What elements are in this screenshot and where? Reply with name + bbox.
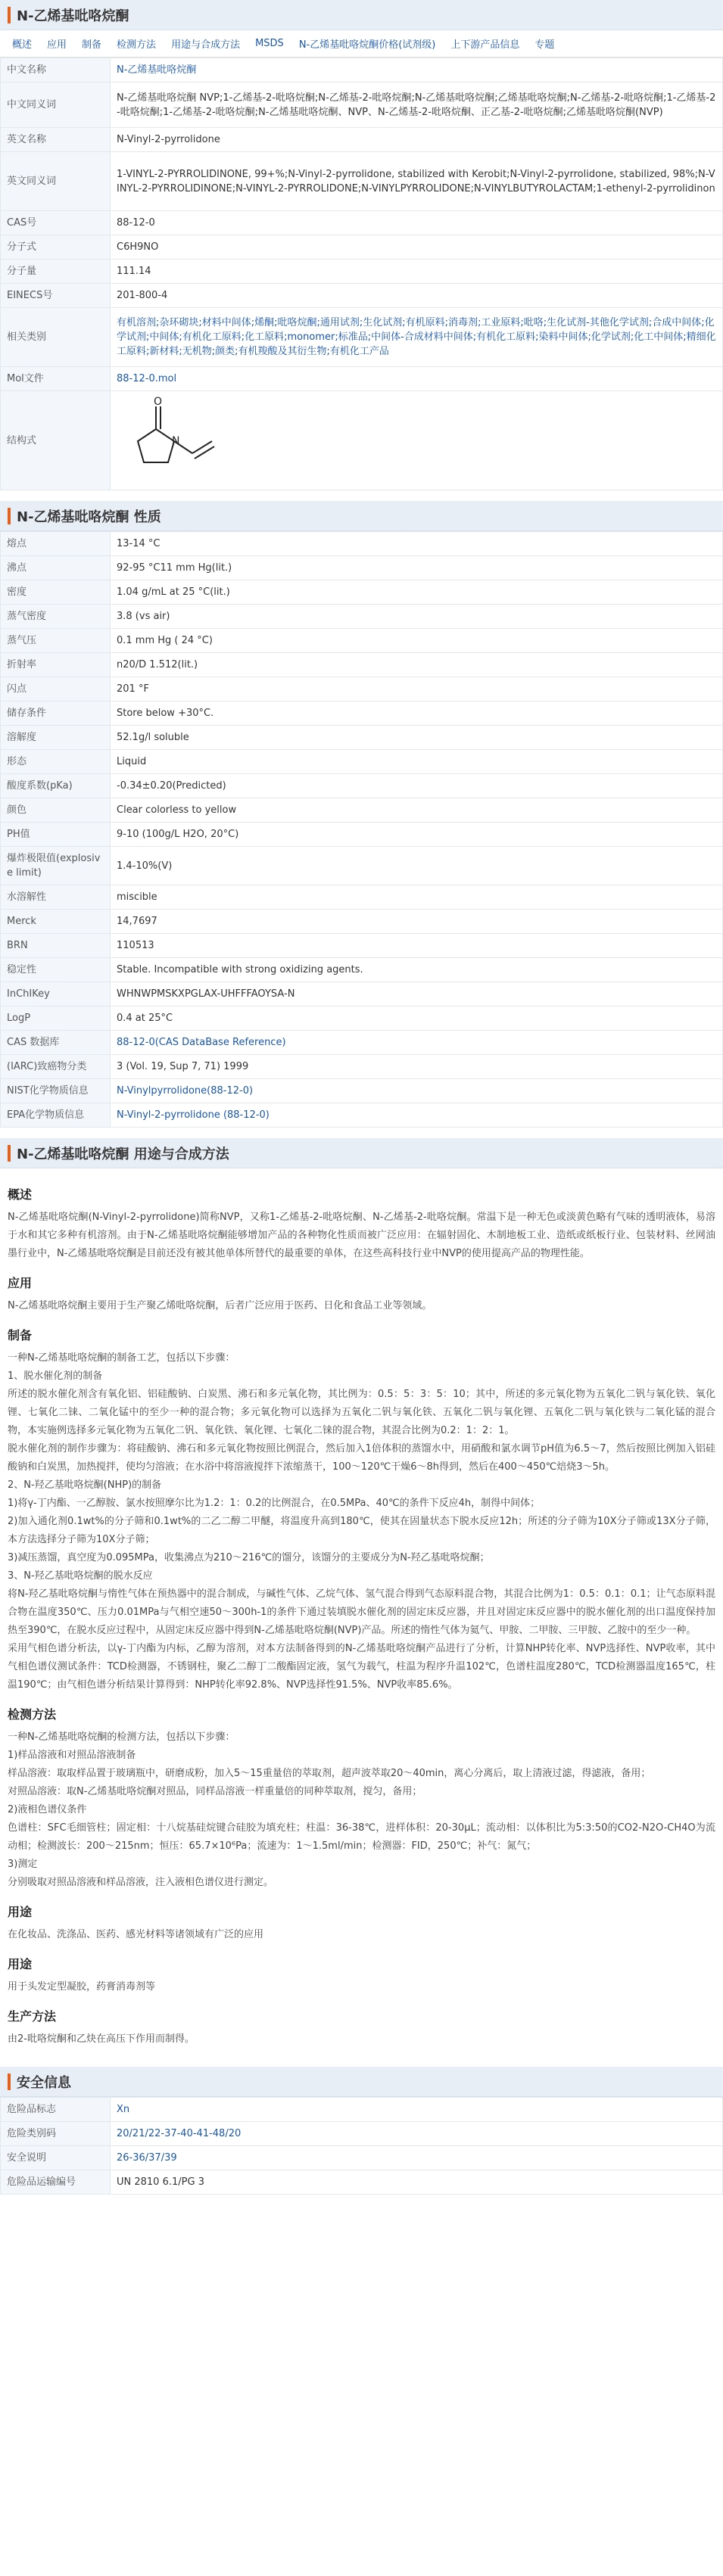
table-row (1, 677, 723, 702)
row-value (111, 1079, 723, 1103)
row-label: 爆炸极限值(explosive limit) (1, 847, 111, 885)
row-value (111, 2098, 723, 2122)
row-label: 蒸气密度 (1, 605, 111, 629)
row-label: 英文名称 (1, 128, 111, 152)
nav-topic[interactable]: 专题 (534, 39, 555, 51)
row-value: C6H9NO (111, 235, 723, 260)
table-row (1, 1031, 723, 1055)
row-value: 110513 (111, 934, 723, 958)
row-label: 危险品运输编号 (1, 2170, 111, 2195)
row-value: 88-12-0 (111, 211, 723, 235)
row-value: 3.8 (vs air) (111, 605, 723, 629)
row-label: 相关类别 (1, 308, 111, 367)
nav-price[interactable]: N-乙烯基吡咯烷酮价格(试剂级) (298, 39, 436, 51)
row-label: 分子式 (1, 235, 111, 260)
row-label: 中文名称 (1, 58, 111, 82)
accent-bar (8, 508, 11, 524)
row-label: 稳定性 (1, 958, 111, 982)
table-row (1, 58, 723, 82)
paragraph-line: 将N-羟乙基吡咯烷酮与惰性气体在预热器中的混合制成，与碱性气体、乙烷气体、氢气混合得到气态原料混合物，其混合比例为1：0.5：0.1：0.1；让气态原料混合物在温度350℃、压力0.01MPa与气相空速50～300h-1的条件下通过装填脱水催化剂的固定床反应器，并且对固定床反应器中的脱水催化剂的出口温度保持加热至390℃，在脱水反应过程中，从固定床反应器中得到N-乙烯基吡咯烷酮(NVP)产品。所述的惰性气体为氦气、甲胺、二甲胺、三甲胺、乙胺中的至少一种。 (8, 1588, 715, 1636)
table-row (1, 653, 723, 677)
nav-detection[interactable]: 检测方法 (117, 39, 157, 51)
detection-heading: 检测方法 (8, 1707, 57, 1722)
page-title: N-乙烯基吡咯烷酮 (17, 8, 129, 24)
row-value: Liquid (111, 750, 723, 774)
safety-title: 安全信息 (17, 2074, 71, 2091)
paragraph-line: 脱水催化剂的制作步骤为：将硅酸钠、沸石和多元氧化物按照比例混合，然后加入1倍体积的蒸馏水中，用硝酸和氯水调节pH值为6.5～7，然后按照比例加入铝硅酸钠和白炭黑，加热搅拌，使均匀溶液；在水浴中将溶液搅拌下浓缩蒸干，100～120℃干燥6～8h得到，然后在400～450℃焙烧3～5h。 (8, 1443, 715, 1473)
production-heading: 生产方法 (8, 2009, 57, 2024)
row-value: 111.14 (111, 260, 723, 284)
row-value: WHNWPMSKXPGLAX-UHFFFAOYSA-N (111, 982, 723, 1006)
preparation-body (8, 1349, 715, 1694)
use-paragraph: 在化妆品、洗涤品、医药、感光材料等诸领域有广泛的应用 (8, 1929, 264, 1940)
row-value: 3 (Vol. 19, Sup 7, 71) 1999 (111, 1055, 723, 1079)
use-heading-2: 用途 (8, 1957, 33, 1971)
paragraph-line: 采用气相色谱分析法，以γ-丁内酯为内标，乙醇为溶剂，对本方法制备得到的N-乙烯基吡咯烷酮产品进行了分析，计算NHP转化率、NVP选择性、NVP收率，其中气相色谱仪测试条件：TCD检测器，不锈钢柱，聚乙二醇丁二酸酯固定液，氢气为载气，柱温为程序升温102℃，色谱柱温度280℃，TCD检测器温度165℃，柱温190℃；由气相色谱分析结果计算得到：NHP转化率92.8%、NVP选择性91.5%、NVP收率85.6%。 (8, 1643, 715, 1691)
row-label: 结构式 (1, 391, 111, 490)
properties-table (0, 531, 723, 1128)
row-label: InChIKey (1, 982, 111, 1006)
safety-header (0, 2067, 723, 2097)
row-value (111, 308, 723, 367)
use-paragraph-2: 用于头发定型凝胶，药膏消毒剂等 (8, 1981, 156, 1993)
usage-header (0, 1138, 723, 1168)
paragraph-line: 3)测定 (8, 1859, 38, 1870)
row-value (111, 2122, 723, 2146)
row-value: 92-95 °C11 mm Hg(lit.) (111, 556, 723, 580)
row-value: 52.1g/l soluble (111, 726, 723, 750)
table-row (1, 2146, 723, 2170)
basic-info-table (0, 58, 723, 490)
row-value (111, 2146, 723, 2170)
paragraph-line: 所述的脱水催化剂含有氧化铝、铝硅酸钠、白炭黑、沸石和多元氧化物，其比例为：0.5：5：3：5：10；其中，所述的多元氧化物为五氧化二钒与氧化铁、氧化锂、七氧化二铼、二氧化锰中的至少一种的混合物；多元氧化物可以选择为五氧化二钒与氧化铁、五氧化二钒与氧化锂、五氧化二钒与氧化铁与二氧化锰的混合物，本实施例选择多元氧化物为五氧化二钒、氧化铁、氧化锂、七氧化二铼的混合物，其混合比例为0.2：1：2：1。 (8, 1389, 715, 1436)
row-value: 13-14 °C (111, 532, 723, 556)
table-row (1, 605, 723, 629)
paragraph-line: 3、N-羟乙基吡咯烷酮的脱水反应 (8, 1570, 153, 1582)
usage-title: N-乙烯基吡咯烷酮 用途与合成方法 (17, 1146, 229, 1162)
row-label: NIST化学物质信息 (1, 1079, 111, 1103)
row-label: 储存条件 (1, 702, 111, 726)
row-value: -0.34±0.20(Predicted) (111, 774, 723, 798)
table-row (1, 934, 723, 958)
paragraph-line: 2)加入通化剂0.1wt%的分子筛和0.1wt%的二乙二醇二甲醚，将温度升高到180℃，使其在固量状态下脱水反应12h；所述的分子筛为10X分子筛或13X分子筛，本方法选择分子筛为10X分子筛； (8, 1516, 715, 1545)
row-label: 颜色 (1, 798, 111, 823)
page-title-header (0, 0, 723, 30)
row-value: Store below +30°C. (111, 702, 723, 726)
table-row (1, 2098, 723, 2122)
table-row (1, 284, 723, 308)
paragraph-line: 一种N-乙烯基吡咯烷酮的制备工艺，包括以下步骤： (8, 1352, 235, 1364)
section-nav (0, 30, 723, 58)
svg-text:N: N (172, 435, 180, 447)
row-value: 9-10 (100g/L H2O, 20°C) (111, 823, 723, 847)
table-row (1, 958, 723, 982)
row-value: Clear colorless to yellow (111, 798, 723, 823)
table-row (1, 82, 723, 128)
paragraph-line: 2)液相色谱仪条件 (8, 1804, 87, 1815)
properties-title: N-乙烯基吡咯烷酮 性质 (17, 509, 161, 525)
svg-text:O: O (154, 396, 163, 408)
detection-body (8, 1728, 715, 1892)
paragraph-line: 分别吸取对照品溶液和样品溶液，注入液相色谱仪进行测定。 (8, 1877, 274, 1888)
row-label: 水溶解性 (1, 885, 111, 910)
value-link[interactable]: N-Vinylpyrrolidone(88-12-0) (117, 1085, 254, 1097)
row-label: 沸点 (1, 556, 111, 580)
category-links[interactable]: 有机溶剂;杂环砌块;材料中间体;烯酮;吡咯烷酮;通用试剂;生化试剂;有机原料;消毒剂;工业原料;吡咯;生化试剂-其他化学试剂;合成中间体;化学试剂;中间体;有机化工原料;化工原料;monomer;标准品;中间体-合成材料中间体;有机化工原料;染料中间体;化学试剂;化工中间体;精细化工原料;新材料;无机物;颜类;有机羧酸及其衍生物;有机化工产品 (117, 317, 716, 357)
table-row (1, 750, 723, 774)
nav-application[interactable]: 应用 (47, 39, 67, 51)
value-link[interactable]: 88-12-0(CAS DataBase Reference) (117, 1037, 286, 1048)
row-label: Merck (1, 910, 111, 934)
table-row (1, 260, 723, 284)
table-row (1, 629, 723, 653)
paragraph-line: 色谱柱：SFC毛细管柱；固定相：十八烷基硅烷键合硅胶为填充柱；柱温：36-38℃，进样体积：20-30μL；流动相：以体积比为5:3:50的CO2-N2O-CH4O为流动相；检测波长：200～215nm；恒压：65.7×10⁶Pa；流速为：1～1.5ml/min；检测器：FID，250℃；补气：氮气； (8, 1822, 715, 1852)
row-label: 熔点 (1, 532, 111, 556)
paragraph-line: 3)减压蒸馏，真空度为0.095MPa，收集沸点为210～216℃的馏分，该馏分的主要成分为N-羟乙基吡咯烷酮； (8, 1552, 490, 1563)
row-value (111, 367, 723, 391)
table-row (1, 1103, 723, 1128)
row-label: BRN (1, 934, 111, 958)
chinese-name-link[interactable]: N-乙烯基吡咯烷酮 (117, 64, 197, 76)
value-link[interactable]: 26-36/37/39 (117, 2152, 177, 2164)
usage-content (0, 1168, 723, 2056)
table-row (1, 2170, 723, 2195)
table-row (1, 128, 723, 152)
row-label: 闪点 (1, 677, 111, 702)
table-row (1, 885, 723, 910)
row-value: UN 2810 6.1/PG 3 (111, 2170, 723, 2195)
value-link[interactable]: 20/21/22-37-40-41-48/20 (117, 2128, 242, 2139)
table-row (1, 308, 723, 367)
nav-updown-products[interactable]: 上下游产品信息 (450, 39, 520, 51)
table-row (1, 532, 723, 556)
row-label: LogP (1, 1006, 111, 1031)
row-label: 密度 (1, 580, 111, 605)
row-label: (IARC)致癌物分类 (1, 1055, 111, 1079)
paragraph-line: 1)将γ-丁内酯、一乙醇胺、氯水按照摩尔比为1.2：1：0.2的比例混合，在0.5MPa、40℃的条件下反应4h，制得中间体； (8, 1498, 541, 1509)
paragraph-line: 样品溶液：取取样品置于玻璃瓶中，研磨成粉，加入5～15重量倍的萃取剂，超声波萃取20～40min，离心分离后，取上清液过滤，得滤液，备用； (8, 1768, 651, 1779)
row-value: Stable. Incompatible with strong oxidizing agents. (111, 958, 723, 982)
table-row (1, 823, 723, 847)
row-label: PH值 (1, 823, 111, 847)
table-row (1, 2122, 723, 2146)
table-row (1, 152, 723, 211)
row-value: 1-VINYL-2-PYRROLIDINONE, 99+%;N-Vinyl-2-pyrrolidone, stabilized with Kerobit;N-Vinyl-2-pyrrolidone, stabilized, 98%;N-VINYL-2-PYRROLIDINONE;N-VINYL-2-PYRROLIDONE;N-VINYLPYRROLIDONE;N-VINYLBUTYROLACTAM;1-ethenyl-2-pyrrolidinon (111, 152, 723, 211)
accent-bar (8, 2074, 11, 2090)
paragraph-line: 一种N-乙烯基吡咯烷酮的检测方法，包括以下步骤： (8, 1731, 235, 1743)
structure-cell (111, 391, 723, 490)
row-value: N-Vinyl-2-pyrrolidone (111, 128, 723, 152)
row-label: 安全说明 (1, 2146, 111, 2170)
row-label: 分子量 (1, 260, 111, 284)
application-paragraph: N-乙烯基吡咯烷酮主要用于生产聚乙烯吡咯烷酮，后者广泛应用于医药、日化和食品工业等领域。 (8, 1300, 432, 1311)
mol-file-link[interactable]: 88-12-0.mol (117, 373, 177, 384)
row-label: 形态 (1, 750, 111, 774)
table-row (1, 910, 723, 934)
paragraph-line: 1、脱水催化剂的制备 (8, 1370, 103, 1382)
row-label: EINECS号 (1, 284, 111, 308)
row-label: CAS 数据库 (1, 1031, 111, 1055)
row-value: 201 °F (111, 677, 723, 702)
row-label: 折射率 (1, 653, 111, 677)
row-label: 蒸气压 (1, 629, 111, 653)
row-value: N-乙烯基吡咯烷酮 NVP;1-乙烯基-2-吡咯烷酮;N-乙烯基-2-吡咯烷酮;N-乙烯基吡咯烷酮;乙烯基吡咯烷酮;N-乙烯基-2-吡咯烷酮;1-乙烯基-2-吡咯烷酮;1-乙烯基-2-吡咯烷酮;N-乙烯基吡咯烷酮、NVP、N-乙烯基-2-吡咯烷酮、正乙基-2-吡咯烷酮;乙烯基吡咯烷酮(NVP) (111, 82, 723, 128)
preparation-heading: 制备 (8, 1328, 33, 1342)
table-row (1, 391, 723, 490)
table-row (1, 726, 723, 750)
row-label: 溶解度 (1, 726, 111, 750)
row-value: n20/D 1.512(lit.) (111, 653, 723, 677)
nav-overview[interactable]: 概述 (12, 39, 33, 51)
accent-bar (8, 7, 11, 23)
overview-heading: 概述 (8, 1187, 33, 1202)
safety-table (0, 2097, 723, 2195)
table-row (1, 1006, 723, 1031)
table-row (1, 982, 723, 1006)
paragraph-line: 对照品溶液：取N-乙烯基吡咯烷酮对照品，同样品溶液一样重量倍的同种萃取剂，搅匀，备用； (8, 1786, 422, 1797)
row-value: 0.4 at 25°C (111, 1006, 723, 1031)
table-row (1, 774, 723, 798)
production-paragraph: 由2-吡咯烷酮和乙炔在高压下作用而制得。 (8, 2033, 195, 2045)
overview-paragraph: N-乙烯基吡咯烷酮(N-Vinyl-2-pyrrolidone)简称NVP，又称1-乙烯基-2-吡咯烷酮、N-乙烯基-2-吡咯烷酮。常温下是一种无色或淡黄色略有气味的透明液体，易溶于水和其它多种有机溶剂。由于N-乙烯基吡咯烷酮能够增加产品的各种物化性质而被广泛应用：在辐射固化、木制地板工业、造纸或纸板行业、包装材料、丝网油墨行业中，N-乙烯基吡咯烷酮是目前还没有被其他单体所替代的最重要的单体，在这些高科技行业中NVP的使用提高产品的物理性能。 (8, 1212, 715, 1259)
table-row (1, 798, 723, 823)
table-row (1, 367, 723, 391)
row-label: 酸度系数(pKa) (1, 774, 111, 798)
row-value (111, 1031, 723, 1055)
use-heading: 用途 (8, 1905, 33, 1919)
table-row (1, 1079, 723, 1103)
nav-usage-synthesis[interactable]: 用途与合成方法 (171, 39, 241, 51)
row-value: miscible (111, 885, 723, 910)
row-label: Mol文件 (1, 367, 111, 391)
row-value (111, 1103, 723, 1128)
row-value: 0.1 mm Hg ( 24 °C) (111, 629, 723, 653)
table-row (1, 1055, 723, 1079)
row-value: 1.4-10%(V) (111, 847, 723, 885)
row-label: 英文同义词 (1, 152, 111, 211)
row-value (111, 58, 723, 82)
paragraph-line: 1)样品溶液和对照品溶液制备 (8, 1750, 136, 1761)
application-heading: 应用 (8, 1276, 33, 1290)
table-row (1, 847, 723, 885)
row-label: EPA化学物质信息 (1, 1103, 111, 1128)
row-label: CAS号 (1, 211, 111, 235)
nav-msds[interactable]: MSDS (255, 38, 284, 49)
structure-formula-image (117, 396, 223, 485)
table-row (1, 235, 723, 260)
table-row (1, 580, 723, 605)
table-row (1, 556, 723, 580)
value-link[interactable]: Xn (117, 2104, 130, 2115)
accent-bar (8, 1145, 11, 1162)
properties-header (0, 501, 723, 531)
row-value: 1.04 g/mL at 25 °C(lit.) (111, 580, 723, 605)
paragraph-line: 2、N-羟乙基吡咯烷酮(NHP)的制备 (8, 1479, 162, 1491)
row-label: 危险品标志 (1, 2098, 111, 2122)
row-value: 14,7697 (111, 910, 723, 934)
row-value: 201-800-4 (111, 284, 723, 308)
table-row (1, 211, 723, 235)
row-label: 中文同义词 (1, 82, 111, 128)
row-label: 危险类别码 (1, 2122, 111, 2146)
value-link[interactable]: N-Vinyl-2-pyrrolidone (88-12-0) (117, 1109, 270, 1121)
nav-preparation[interactable]: 制备 (82, 39, 102, 51)
table-row (1, 702, 723, 726)
